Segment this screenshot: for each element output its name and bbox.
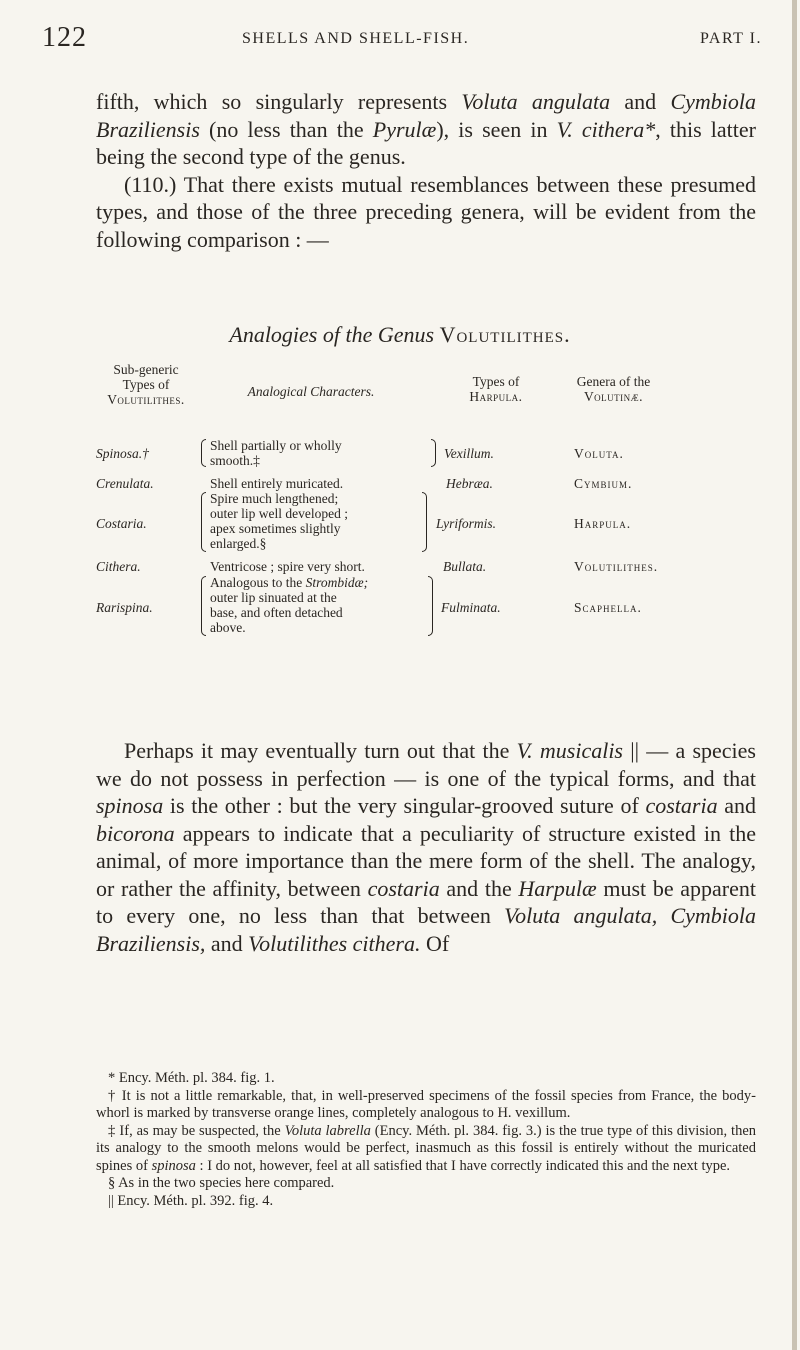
- analogies-table: [96, 362, 786, 732]
- running-title: SHELLS AND SHELL-FISH.: [242, 30, 470, 47]
- footnote: * Ency. Méth. pl. 384. fig. 1.: [108, 1070, 275, 1086]
- header-text: Sub-generic: [113, 362, 179, 377]
- footnote: || Ency. Méth. pl. 392. fig. 4.: [108, 1192, 274, 1209]
- footnotes: [96, 1070, 756, 1210]
- analog-cell: Vexillum.: [444, 446, 494, 461]
- character-text: Analogous to the: [210, 575, 306, 590]
- caption-small-caps: Volutilithes.: [439, 322, 571, 347]
- text-run: Pyrulæ: [372, 116, 437, 142]
- text-run: V. cithera*: [556, 116, 656, 142]
- text-run: , this latter being the second type of the genus.: [96, 116, 756, 169]
- type-cell: Cithera.: [96, 559, 141, 574]
- header-types-of-harpula: [451, 374, 541, 404]
- text-run: (Ency. Méth. pl. 384. fig. 3.) is the true type of this division, then its analogy to the smooth melons would be perfect, inasmuch as this fossil is entirely without the muricated spines of: [96, 1122, 756, 1174]
- header-text: Types of: [472, 374, 520, 389]
- text-run: bicorona: [96, 820, 175, 846]
- genus-cell: Harpula.: [574, 516, 632, 531]
- text-run: costaria: [367, 875, 440, 901]
- text-run: fifth, which so singularly represents: [96, 89, 462, 114]
- text-run: is the other : but the very singular-grooved suture of: [163, 793, 646, 818]
- text-run: : I do not, however, feel at all satisfied that I have correctly indicated this and the next type.: [195, 1157, 731, 1174]
- header-text: Genera of the: [576, 374, 651, 389]
- character-text: smooth.‡: [210, 453, 260, 468]
- text-run: ‡ If, as may be suspected, the: [108, 1122, 285, 1139]
- type-cell: Rarispina.: [96, 600, 153, 615]
- type-cell: Costaria.: [96, 516, 147, 531]
- text-run: must be apparent to every one, no less than that between: [96, 875, 756, 928]
- character-cell: [210, 438, 432, 468]
- text-run: Harpulæ: [518, 875, 597, 901]
- genus-cell: Scaphella.: [574, 600, 642, 615]
- analog-cell: Hebræa.: [446, 476, 493, 491]
- text-run: Volutilithes cithera.: [248, 930, 421, 956]
- character-text: above.: [210, 620, 246, 635]
- caption-italic: Analogies of the Genus: [229, 322, 440, 347]
- character-text: apex sometimes slightly: [210, 521, 341, 536]
- paragraph-110: (110.) That there exists mutual resemblances between these presumed types, and those of the three preceding genera, will be evident from the following comparison : —: [96, 171, 756, 252]
- type-cell: Crenulata.: [96, 476, 154, 491]
- brace-left: [201, 576, 206, 636]
- text-run: (no less than the: [199, 116, 373, 142]
- text-run: Perhaps it may eventually turn out that the: [124, 738, 517, 763]
- table-caption: [0, 322, 800, 348]
- character-cell: [210, 491, 422, 551]
- text-run: Cymbiola Braziliensis: [96, 89, 757, 142]
- header-subgeneric-types: [96, 362, 196, 407]
- text-run: Of: [420, 930, 450, 956]
- type-cell: Spinosa.†: [96, 446, 149, 461]
- genus-cell: Cymbium.: [574, 476, 633, 491]
- brace-right: [422, 492, 427, 552]
- text-run: Voluta angulata, Cymbiola Braziliensis,: [96, 903, 756, 956]
- header-text: Types of: [122, 377, 170, 392]
- character-text: outer lip well developed ;: [210, 506, 348, 521]
- character-text: outer lip sinuated at the: [210, 590, 337, 605]
- analog-cell: Bullata.: [443, 559, 487, 574]
- character-text: Strombidæ;: [305, 575, 369, 590]
- paragraph-continued: [96, 88, 756, 171]
- page-number: 122: [42, 22, 87, 53]
- analog-cell: Lyriformis.: [436, 516, 496, 531]
- text-run: appears to indicate that a peculiarity of structure existed in the animal, of more importance than the mere form of the shell. The analogy, or rather the affinity, between: [96, 820, 756, 901]
- text-run: ), is seen in: [436, 116, 557, 142]
- text-run: and: [610, 89, 671, 114]
- part-label: PART I.: [699, 30, 762, 47]
- character-text: Shell partially or wholly: [210, 438, 342, 453]
- text-run: spinosa: [96, 793, 164, 818]
- text-run: || — a species we do not possess in perfection — is one of the typical forms, and that: [96, 738, 756, 791]
- character-cell: Shell entirely muricated.: [210, 476, 344, 491]
- header-text: Harpula.: [469, 389, 523, 404]
- brace-right: [431, 439, 436, 467]
- header-analogical-characters: Analogical Characters.: [247, 384, 375, 399]
- header-text: Volutinæ.: [583, 389, 644, 404]
- character-text: base, and often detached: [210, 605, 343, 620]
- page-header: [42, 22, 772, 56]
- character-text: enlarged.§: [210, 536, 267, 551]
- text-run: V. musicalis: [516, 738, 623, 763]
- text-run: Voluta labrella: [284, 1122, 371, 1139]
- analog-cell: Fulminata.: [441, 600, 501, 615]
- footnote: [96, 1123, 756, 1176]
- body-text-upper: [96, 88, 756, 253]
- text-run: spinosa: [151, 1157, 196, 1174]
- text-run: costaria: [645, 793, 718, 818]
- text-run: Voluta angulata: [461, 89, 611, 114]
- text-run: and the: [439, 875, 519, 901]
- genus-cell: Volutilithes.: [574, 559, 659, 574]
- brace-right: [428, 576, 433, 636]
- brace-left: [201, 439, 206, 467]
- character-text: Spire much lengthened;: [210, 491, 339, 506]
- genus-cell: Voluta.: [574, 446, 624, 461]
- footnote: † It is not a little remarkable, that, in well-preserved specimens of the fossil species from France, the body-whorl is marked by transverse orange lines, completely analogous to H. vexillum.: [96, 1087, 756, 1121]
- character-line: [210, 575, 428, 590]
- character-cell: Ventricose ; spire very short.: [210, 559, 365, 574]
- footnote: § As in the two species here compared.: [108, 1175, 335, 1191]
- brace-left: [201, 492, 206, 552]
- header-genera-of-volutinae: [556, 374, 671, 404]
- paragraph-analogy: [96, 737, 756, 957]
- text-run: and: [717, 793, 757, 818]
- header-text: Volutilithes.: [107, 392, 185, 407]
- text-run: and: [205, 930, 249, 956]
- character-line: [210, 438, 432, 453]
- page-edge: [792, 0, 797, 1350]
- body-text-lower: [96, 737, 756, 957]
- character-cell: [210, 575, 428, 635]
